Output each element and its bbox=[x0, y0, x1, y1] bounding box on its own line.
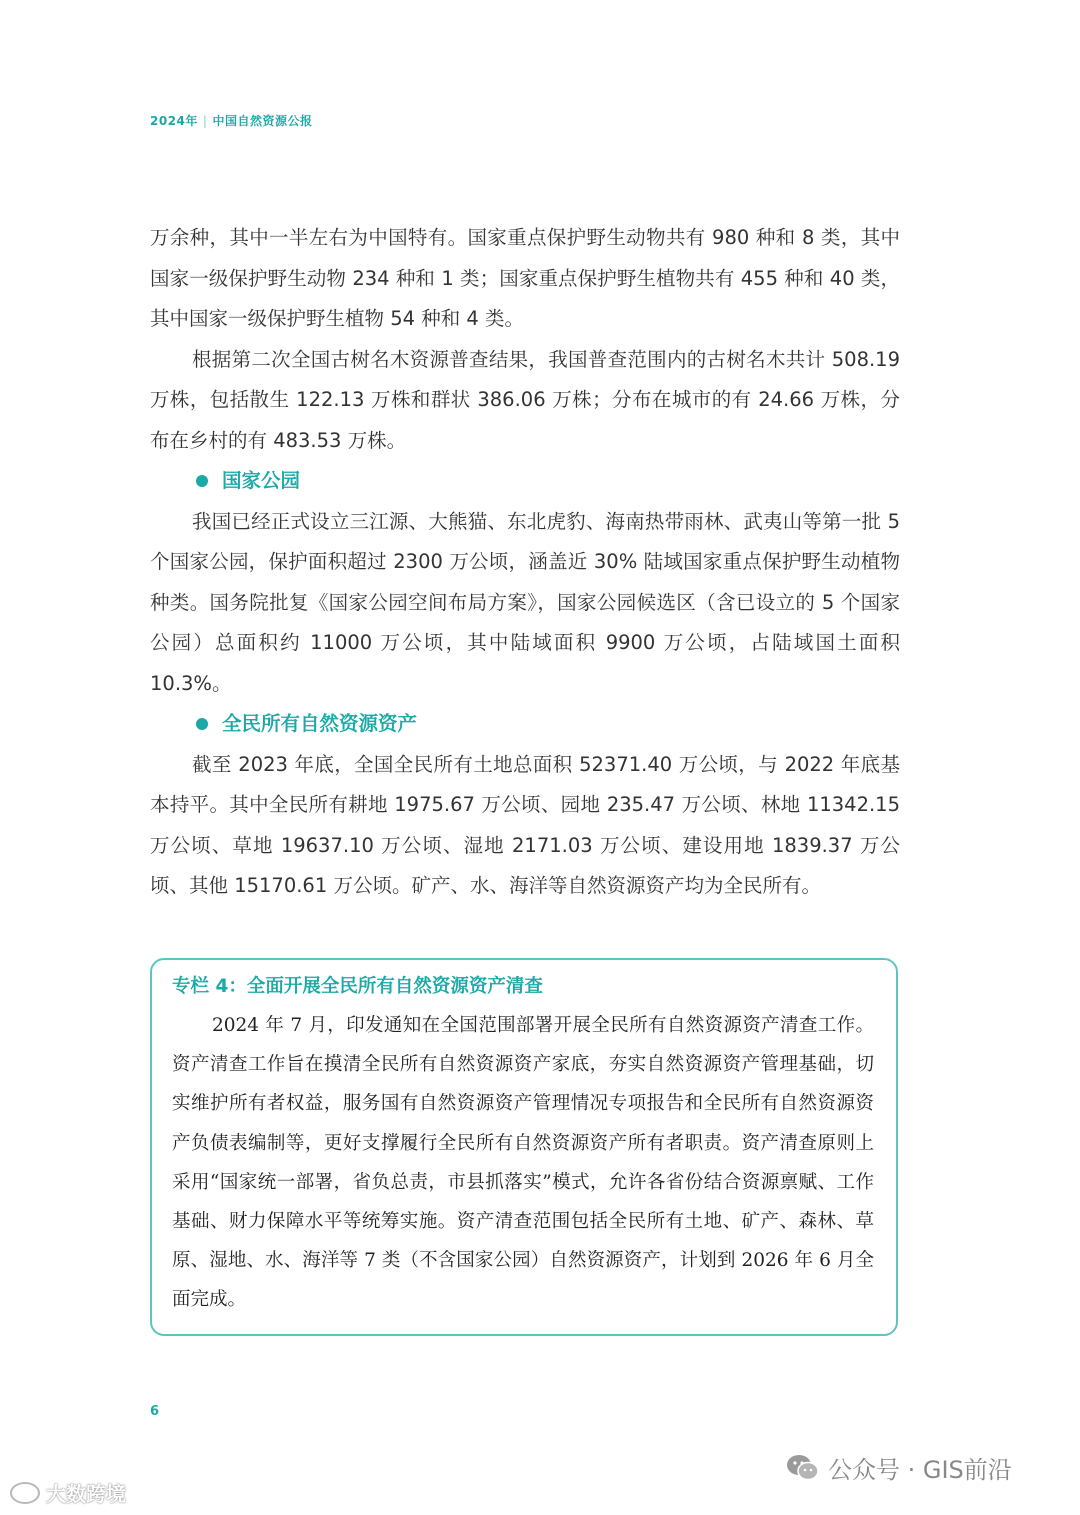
paragraph-national-parks: 我国已经正式设立三江源、大熊猫、东北虎豹、海南热带雨林、武夷山等第一批 5 个国家公园，保护面积超过 2300 万公顷，涵盖近 30% 陆域国家重点保护野生动植物种类。国务院批复《国家公园空间布局方案》，国家公园候选区（含已设立的 5 个国家公园）总面积约 11000 万公顷，其中陆域面积 9900 万公顷，占陆域国土面积 10.3%。 bbox=[150, 509, 900, 695]
section-title-public-assets: 全民所有自然资源资产 bbox=[150, 704, 900, 745]
watermark-left-text: 大数跨境 bbox=[46, 1482, 126, 1506]
header-year: 2024年 bbox=[150, 114, 198, 128]
watermark-logo-icon bbox=[10, 1482, 40, 1504]
bullet-icon bbox=[196, 718, 208, 730]
paragraph-species: 万余种，其中一半左右为中国特有。国家重点保护野生动物共有 980 种和 8 类，其中国家一级保护野生动物 234 种和 1 类；国家重点保护野生植物共有 455 种和 40 类，其中国家一级保护野生植物 54 种和 4 类。 bbox=[150, 226, 900, 330]
watermark-left bbox=[10, 1478, 126, 1507]
column-box-title: 专栏 4：全面开展全民所有自然资源资产清查 bbox=[172, 976, 543, 997]
main-content bbox=[150, 218, 900, 907]
watermark-right bbox=[786, 1450, 1012, 1485]
paragraph-public-assets: 截至 2023 年底，全国全民所有土地总面积 52371.40 万公顷，与 2022 年底基本持平。其中全民所有耕地 1975.67 万公顷、园地 235.47 万公顷、林地 11342.15 万公顷、草地 19637.10 万公顷、湿地 2171.03 万公顷、建设用地 1839.37 万公顷、其他 15170.61 万公顷。矿产、水、海洋等自然资源资产均为全民所有。 bbox=[150, 752, 900, 897]
watermark-right-text: 公众号 · GIS前沿 bbox=[828, 1456, 1012, 1484]
running-header bbox=[150, 112, 312, 129]
column-box bbox=[150, 958, 898, 1336]
wechat-icon bbox=[786, 1453, 820, 1483]
header-separator: | bbox=[202, 114, 208, 128]
section-title-national-parks: 国家公园 bbox=[150, 461, 900, 502]
header-title: 中国自然资源公报 bbox=[212, 114, 313, 128]
column-box-body: 2024 年 7 月，印发通知在全国范围部署开展全民所有自然资源资产清查工作。资产清查工作旨在摸清全民所有自然资源资产家底，夯实自然资源资产管理基础，切实维护所有者权益，服务国有自然资源资产管理情况专项报告和全民所有自然资源资产负债表编制等，更好支撑履行全民所有自然资源资产所有者职责。资产清查原则上采用“国家统一部署，省负总责，市县抓落实”模式，允许各省份结合资源禀赋、工作基础、财力保障水平等统筹实施。资产清查范围包括全民所有土地、矿产、森林、草原、湿地、水、海洋等 7 类（不含国家公园）自然资源资产，计划到 2026 年 6 月全面完成。 bbox=[172, 1015, 874, 1311]
paragraph-ancient-trees: 根据第二次全国古树名木资源普查结果，我国普查范围内的古树名木共计 508.19 万株，包括散生 122.13 万株和群状 386.06 万株；分布在城市的有 24.66 万株，分布在乡村的有 483.53 万株。 bbox=[150, 347, 900, 452]
page-number: 6 bbox=[150, 1404, 160, 1419]
bullet-icon bbox=[196, 475, 208, 487]
